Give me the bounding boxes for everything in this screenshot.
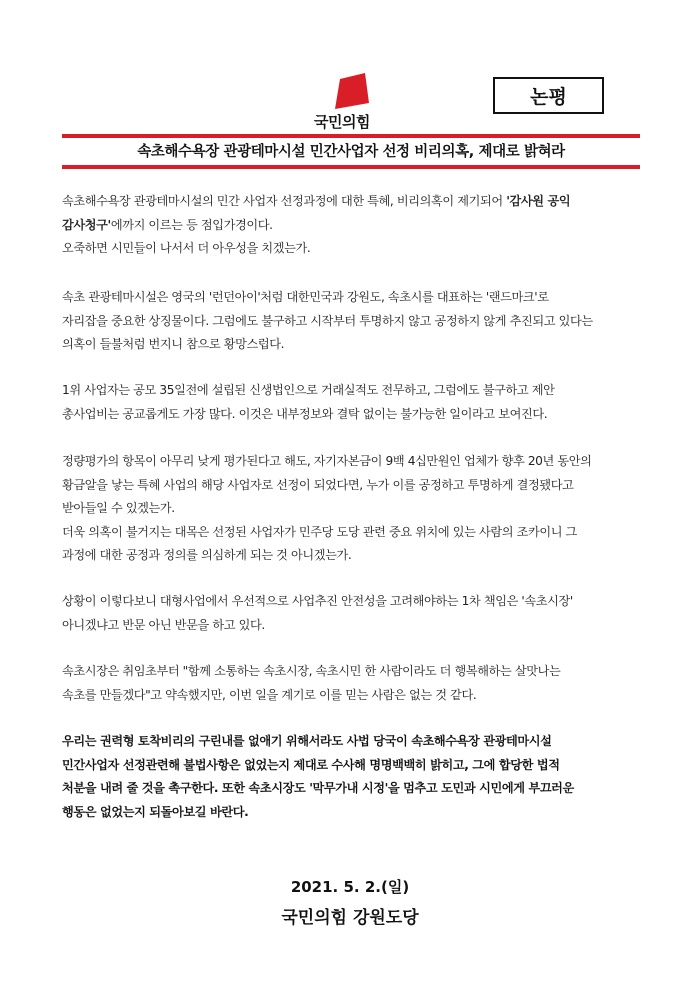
paragraph-line: 과정에 대한 공정과 정의를 의심하게 되는 것 아니겠는가. <box>62 548 352 562</box>
paragraph-line: 속초시장은 취임초부터 "함께 소통하는 속초시장, 속초시민 한 사람이라도 더 행복해하는 살맛나는 <box>62 664 561 678</box>
paragraph-5 <box>62 590 640 637</box>
party-logo-text: 국민의힘 <box>314 113 370 131</box>
paragraph-line: 행동은 없었는지 되돌아보길 바란다. <box>62 804 249 819</box>
headline-rule-bottom <box>62 165 640 169</box>
paragraph-line: 총사업비는 공교롭게도 가장 많다. 이것은 내부정보와 결탁 없이는 불가능한 일이라고 보여진다. <box>62 406 548 421</box>
party-logo-icon <box>331 71 371 111</box>
highlight-text: 감사청구' <box>62 217 111 232</box>
paragraph-text: 에까지 이르는 등 점입가경이다. <box>110 217 273 232</box>
paragraph-line: 아니겠냐고 반문 아닌 반문을 하고 있다. <box>62 617 265 632</box>
paragraph-line: 자리잡을 중요한 상징물이다. 그럼에도 불구하고 시작부터 투명하지 않고 공정하지 않게 추진되고 있다는 <box>62 313 593 328</box>
paragraph-line: 우리는 권력형 토착비리의 구린내를 없애기 위해서라도 사법 당국이 속초해수욕장 관광테마시설 <box>62 734 552 748</box>
paragraph-7-conclusion <box>62 730 640 824</box>
release-date: 2021. 5. 2.(일) <box>290 878 410 896</box>
paragraph-text: 속초해수욕장 관광테마시설의 민간 사업자 선정과정에 대한 특혜, 비리의혹이 제기되어 <box>62 194 507 208</box>
page-title: 속초해수욕장 관광테마시설 민간사업자 선정 비리의혹, 제대로 밝혀라 <box>137 144 565 160</box>
paragraph-line: 상황이 이렇다보니 대형사업에서 우선적으로 사업추진 안전성을 고려해야하는 1차 책임은 '속초시장' <box>62 594 573 608</box>
paragraph-line: 오죽하면 시민들이 나서서 더 아우성을 치겠는가. <box>62 241 311 255</box>
issuing-organization: 국민의힘 강원도당 <box>281 908 419 928</box>
paragraph-1 <box>62 190 640 261</box>
paragraph-line <box>62 214 640 238</box>
highlight-text: '감사원 공익 <box>506 194 571 208</box>
press-type-badge: 논평 <box>493 77 604 114</box>
paragraph-3 <box>62 379 640 426</box>
paragraph-line: 받아들일 수 있겠는가. <box>62 501 175 515</box>
paragraph-line: 의혹이 들불처럼 번지니 참으로 황망스럽다. <box>62 337 285 351</box>
paragraph-line: 더욱 의혹이 불거지는 대목은 선정된 사업자가 민주당 도당 관련 중요 위치에 있는 사람의 조카이니 그 <box>62 524 577 539</box>
paragraph-line: 속초를 만들겠다"고 약속했지만, 이번 일을 계기로 이를 믿는 사람은 없는 것 같다. <box>62 687 477 702</box>
paragraph-2 <box>62 286 640 357</box>
paragraph-line: 처분을 내려 줄 것을 촉구한다. 또한 속초시장도 '막무가내 시정'을 멈추고 도민과 시민에게 부끄러운 <box>62 781 574 795</box>
headline-rule-top <box>62 134 640 138</box>
paragraph-line: 민간사업자 선정관련해 불법사항은 없었는지 제대로 수사해 명명백백히 밝히고, 그에 합당한 법적 <box>62 757 560 772</box>
paragraph-line: 정량평가의 항목이 아무리 낮게 평가된다고 해도, 자기자본금이 9백 4십만원인 업체가 향후 20년 동안의 <box>62 454 592 468</box>
paragraph-line <box>62 190 640 214</box>
paragraph-6 <box>62 660 640 707</box>
paragraph-line: 속초 관광테마시설은 영국의 '런던아이'처럼 대한민국과 강원도, 속초시를 대표하는 '랜드마크'로 <box>62 290 549 304</box>
paragraph-line: 황금알을 낳는 특혜 사업의 해당 사업자로 선정이 되었다면, 누가 이를 공정하고 투명하게 결정됐다고 <box>62 477 574 492</box>
paragraph-line: 1위 사업자는 공모 35일전에 설립된 신생법인으로 거래실적도 전무하고, 그럼에도 불구하고 제안 <box>62 383 555 397</box>
paragraph-4 <box>62 450 640 568</box>
